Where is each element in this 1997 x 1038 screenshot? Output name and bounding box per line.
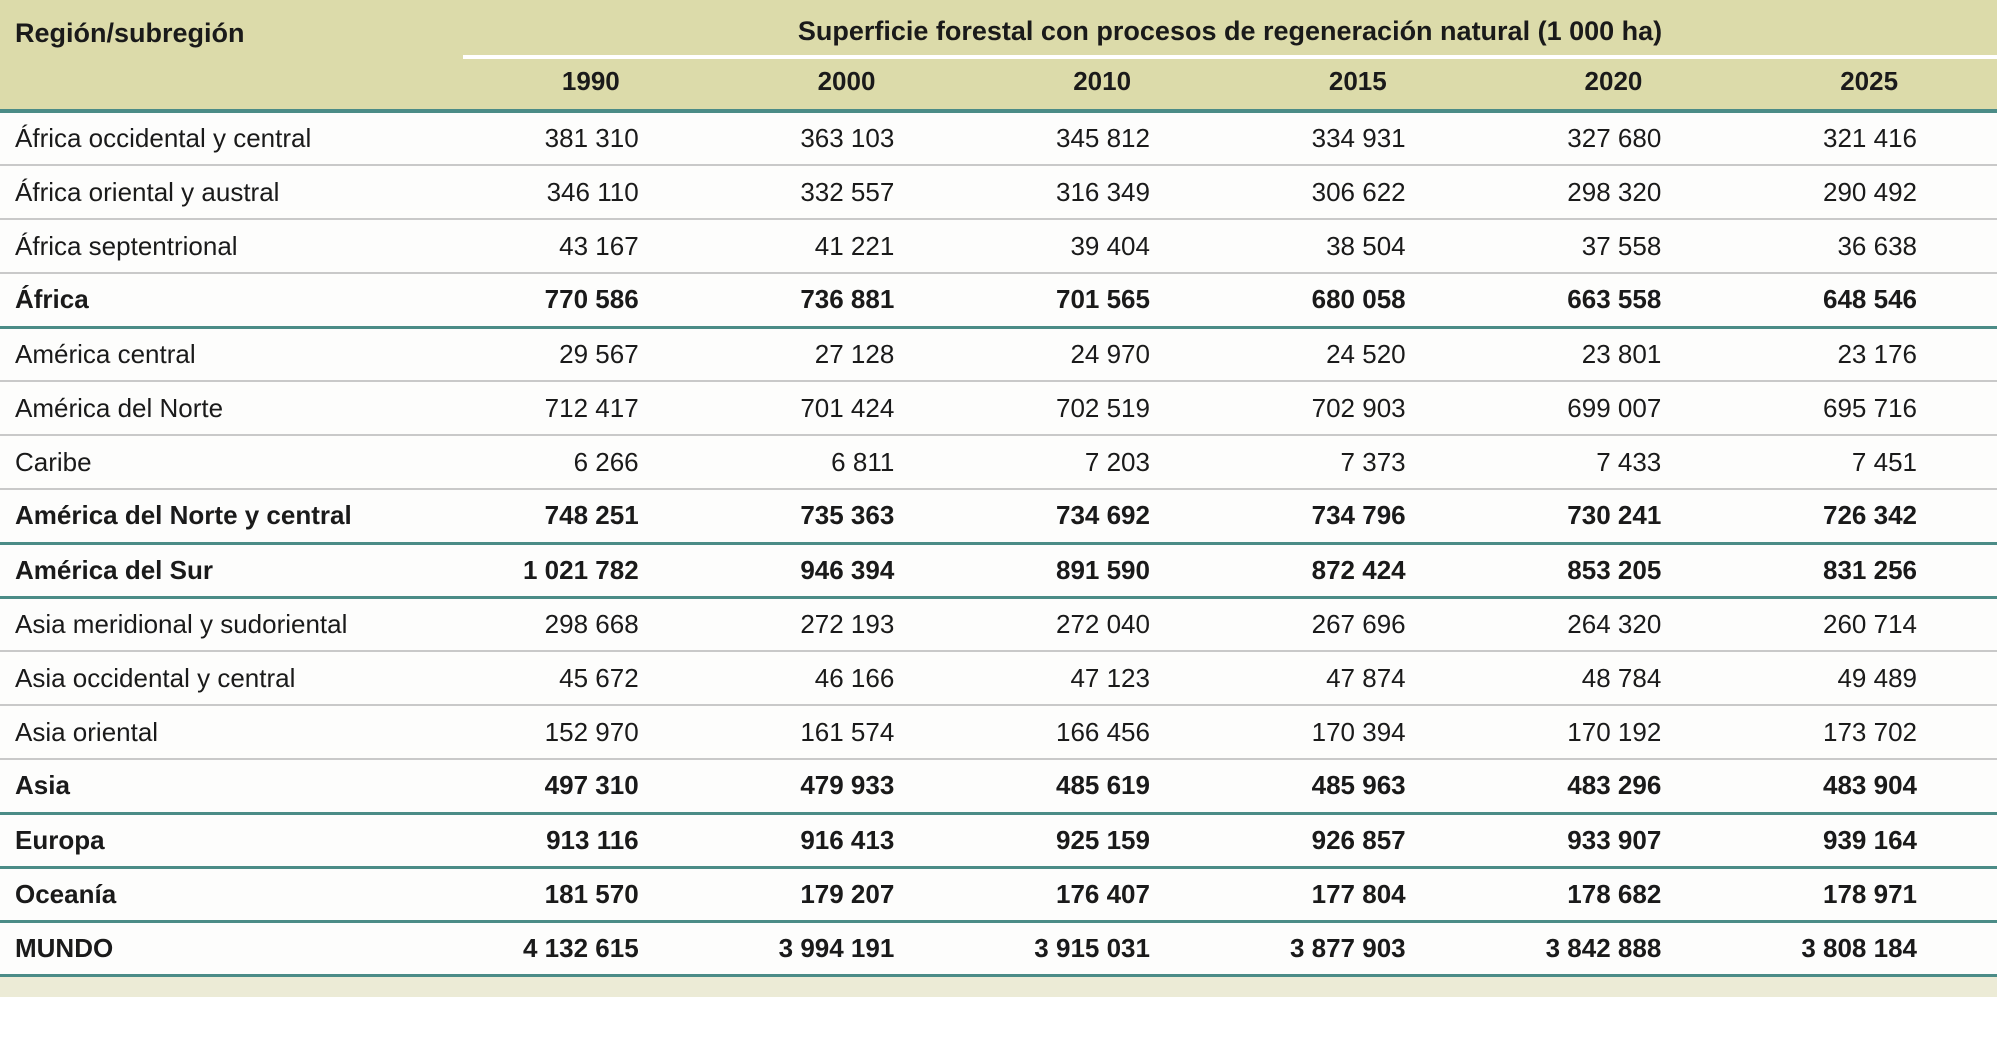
value-cell: 306 622 bbox=[1230, 165, 1486, 219]
value-cell: 298 668 bbox=[463, 597, 719, 651]
table-row bbox=[0, 651, 1997, 705]
value-cell: 3 994 191 bbox=[719, 921, 975, 975]
value-cell: 267 696 bbox=[1230, 597, 1486, 651]
region-cell: Asia occidental y central bbox=[0, 651, 463, 705]
value-cell: 27 128 bbox=[719, 327, 975, 381]
value-cell: 939 164 bbox=[1741, 813, 1997, 867]
value-cell: 36 638 bbox=[1741, 219, 1997, 273]
value-cell: 6 811 bbox=[719, 435, 975, 489]
value-cell: 702 903 bbox=[1230, 381, 1486, 435]
region-column-header: Región/subregión bbox=[0, 0, 463, 111]
value-cell: 290 492 bbox=[1741, 165, 1997, 219]
value-cell: 3 842 888 bbox=[1486, 921, 1742, 975]
value-cell: 479 933 bbox=[719, 759, 975, 813]
value-cell: 933 907 bbox=[1486, 813, 1742, 867]
value-cell: 6 266 bbox=[463, 435, 719, 489]
value-cell: 483 904 bbox=[1741, 759, 1997, 813]
value-cell: 346 110 bbox=[463, 165, 719, 219]
value-cell: 298 320 bbox=[1486, 165, 1742, 219]
region-cell: Asia meridional y sudoriental bbox=[0, 597, 463, 651]
value-cell: 43 167 bbox=[463, 219, 719, 273]
table-row bbox=[0, 597, 1997, 651]
value-cell: 316 349 bbox=[974, 165, 1230, 219]
value-cell: 47 874 bbox=[1230, 651, 1486, 705]
year-header-4: 2015 bbox=[1230, 57, 1486, 111]
table-row bbox=[0, 705, 1997, 759]
value-cell: 38 504 bbox=[1230, 219, 1486, 273]
region-cell: América del Norte y central bbox=[0, 489, 463, 543]
table-header bbox=[0, 0, 1997, 111]
value-cell: 916 413 bbox=[719, 813, 975, 867]
value-cell: 831 256 bbox=[1741, 543, 1997, 597]
region-cell: América del Sur bbox=[0, 543, 463, 597]
value-cell: 49 489 bbox=[1741, 651, 1997, 705]
table-row bbox=[0, 111, 1997, 165]
value-cell: 770 586 bbox=[463, 273, 719, 327]
value-cell: 7 433 bbox=[1486, 435, 1742, 489]
table-row bbox=[0, 813, 1997, 867]
value-cell: 177 804 bbox=[1230, 867, 1486, 921]
value-cell: 3 915 031 bbox=[974, 921, 1230, 975]
region-cell: África bbox=[0, 273, 463, 327]
value-cell: 173 702 bbox=[1741, 705, 1997, 759]
value-cell: 913 116 bbox=[463, 813, 719, 867]
region-cell: Asia bbox=[0, 759, 463, 813]
value-cell: 260 714 bbox=[1741, 597, 1997, 651]
value-cell: 701 424 bbox=[719, 381, 975, 435]
table-row bbox=[0, 381, 1997, 435]
value-cell: 3 877 903 bbox=[1230, 921, 1486, 975]
value-cell: 272 193 bbox=[719, 597, 975, 651]
value-cell: 926 857 bbox=[1230, 813, 1486, 867]
table-row bbox=[0, 867, 1997, 921]
value-cell: 39 404 bbox=[974, 219, 1230, 273]
value-cell: 152 970 bbox=[463, 705, 719, 759]
value-cell: 37 558 bbox=[1486, 219, 1742, 273]
year-header-3: 2010 bbox=[974, 57, 1230, 111]
value-cell: 695 716 bbox=[1741, 381, 1997, 435]
value-cell: 381 310 bbox=[463, 111, 719, 165]
value-cell: 680 058 bbox=[1230, 273, 1486, 327]
value-cell: 485 619 bbox=[974, 759, 1230, 813]
value-cell: 734 796 bbox=[1230, 489, 1486, 543]
value-cell: 178 682 bbox=[1486, 867, 1742, 921]
value-cell: 24 520 bbox=[1230, 327, 1486, 381]
table-footer bbox=[0, 975, 1997, 997]
table-row bbox=[0, 543, 1997, 597]
table-body bbox=[0, 111, 1997, 975]
value-cell: 730 241 bbox=[1486, 489, 1742, 543]
value-cell: 7 451 bbox=[1741, 435, 1997, 489]
table-row bbox=[0, 489, 1997, 543]
group-column-header: Superficie forestal con procesos de regeneración natural (1 000 ha) bbox=[463, 0, 1997, 57]
value-cell: 23 176 bbox=[1741, 327, 1997, 381]
value-cell: 3 808 184 bbox=[1741, 921, 1997, 975]
value-cell: 345 812 bbox=[974, 111, 1230, 165]
region-cell: África septentrional bbox=[0, 219, 463, 273]
region-cell: África occidental y central bbox=[0, 111, 463, 165]
table-row bbox=[0, 435, 1997, 489]
value-cell: 363 103 bbox=[719, 111, 975, 165]
table-row bbox=[0, 759, 1997, 813]
value-cell: 872 424 bbox=[1230, 543, 1486, 597]
region-cell: MUNDO bbox=[0, 921, 463, 975]
value-cell: 485 963 bbox=[1230, 759, 1486, 813]
region-cell: África oriental y austral bbox=[0, 165, 463, 219]
value-cell: 47 123 bbox=[974, 651, 1230, 705]
value-cell: 663 558 bbox=[1486, 273, 1742, 327]
value-cell: 176 407 bbox=[974, 867, 1230, 921]
value-cell: 327 680 bbox=[1486, 111, 1742, 165]
value-cell: 734 692 bbox=[974, 489, 1230, 543]
footer-strip bbox=[0, 975, 1997, 997]
value-cell: 925 159 bbox=[974, 813, 1230, 867]
value-cell: 736 881 bbox=[719, 273, 975, 327]
value-cell: 483 296 bbox=[1486, 759, 1742, 813]
region-cell: Asia oriental bbox=[0, 705, 463, 759]
value-cell: 170 394 bbox=[1230, 705, 1486, 759]
year-header-2: 2000 bbox=[719, 57, 975, 111]
value-cell: 699 007 bbox=[1486, 381, 1742, 435]
value-cell: 648 546 bbox=[1741, 273, 1997, 327]
value-cell: 179 207 bbox=[719, 867, 975, 921]
value-cell: 29 567 bbox=[463, 327, 719, 381]
table-row bbox=[0, 273, 1997, 327]
value-cell: 23 801 bbox=[1486, 327, 1742, 381]
region-cell: Europa bbox=[0, 813, 463, 867]
region-cell: Oceanía bbox=[0, 867, 463, 921]
value-cell: 946 394 bbox=[719, 543, 975, 597]
table-row bbox=[0, 165, 1997, 219]
year-header-6: 2025 bbox=[1741, 57, 1997, 111]
value-cell: 712 417 bbox=[463, 381, 719, 435]
value-cell: 701 565 bbox=[974, 273, 1230, 327]
value-cell: 735 363 bbox=[719, 489, 975, 543]
value-cell: 7 373 bbox=[1230, 435, 1486, 489]
region-cell: América del Norte bbox=[0, 381, 463, 435]
region-cell: América central bbox=[0, 327, 463, 381]
value-cell: 1 021 782 bbox=[463, 543, 719, 597]
region-cell: Caribe bbox=[0, 435, 463, 489]
table-row bbox=[0, 327, 1997, 381]
value-cell: 891 590 bbox=[974, 543, 1230, 597]
value-cell: 497 310 bbox=[463, 759, 719, 813]
value-cell: 702 519 bbox=[974, 381, 1230, 435]
value-cell: 48 784 bbox=[1486, 651, 1742, 705]
value-cell: 748 251 bbox=[463, 489, 719, 543]
value-cell: 7 203 bbox=[974, 435, 1230, 489]
value-cell: 41 221 bbox=[719, 219, 975, 273]
value-cell: 264 320 bbox=[1486, 597, 1742, 651]
year-header-5: 2020 bbox=[1486, 57, 1742, 111]
value-cell: 321 416 bbox=[1741, 111, 1997, 165]
value-cell: 170 192 bbox=[1486, 705, 1742, 759]
table-row bbox=[0, 219, 1997, 273]
value-cell: 4 132 615 bbox=[463, 921, 719, 975]
value-cell: 161 574 bbox=[719, 705, 975, 759]
table-row bbox=[0, 921, 1997, 975]
value-cell: 726 342 bbox=[1741, 489, 1997, 543]
value-cell: 334 931 bbox=[1230, 111, 1486, 165]
value-cell: 24 970 bbox=[974, 327, 1230, 381]
value-cell: 178 971 bbox=[1741, 867, 1997, 921]
value-cell: 45 672 bbox=[463, 651, 719, 705]
value-cell: 272 040 bbox=[974, 597, 1230, 651]
value-cell: 181 570 bbox=[463, 867, 719, 921]
value-cell: 853 205 bbox=[1486, 543, 1742, 597]
value-cell: 46 166 bbox=[719, 651, 975, 705]
value-cell: 166 456 bbox=[974, 705, 1230, 759]
year-header-1: 1990 bbox=[463, 57, 719, 111]
value-cell: 332 557 bbox=[719, 165, 975, 219]
